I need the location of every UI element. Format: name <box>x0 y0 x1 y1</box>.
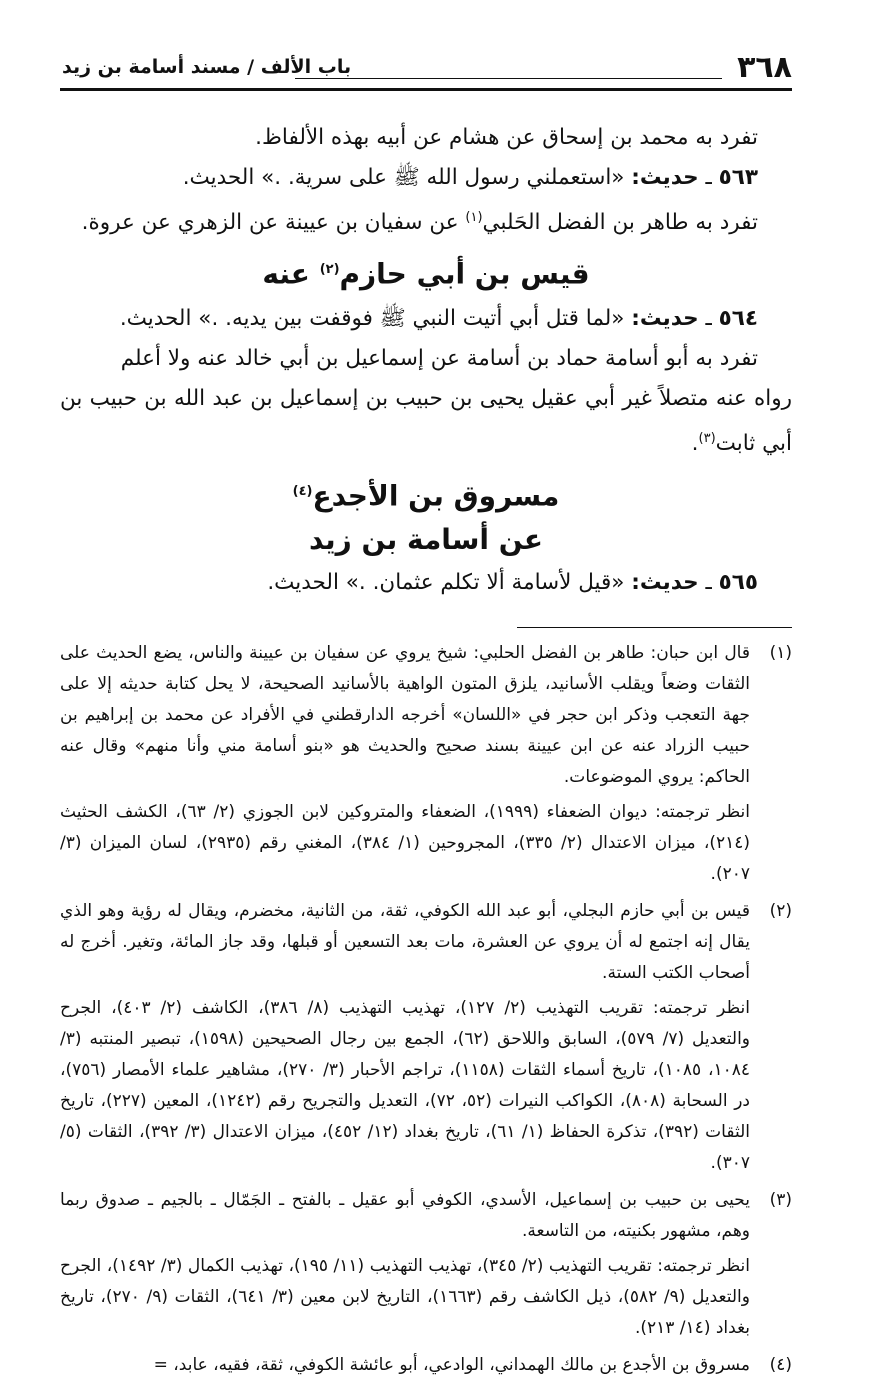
footnote-body <box>60 1350 750 1385</box>
paragraph-3-rest <box>60 379 792 464</box>
footnote-body <box>60 1185 750 1348</box>
hadith-text: «قيل لأسامة ألا تكلم عثمان. .» الحديث. <box>267 569 632 595</box>
header-rule-thin <box>295 78 722 79</box>
hadith-text: «استعملني رسول الله ﷺ على سرية. .» الحديث. <box>182 165 632 190</box>
section-heading-masruq <box>60 471 792 517</box>
footnote-3 <box>60 1185 792 1348</box>
footnote-2 <box>60 896 792 1183</box>
footnote-ref-1: (١) <box>465 210 483 225</box>
running-title: باب الألف / مسند أسامة بن زيد <box>62 56 352 78</box>
section-heading-masruq-line2: عن أسامة بن زيد <box>308 522 544 556</box>
hadith-number: ٥٦٤ <box>718 306 758 332</box>
paragraph-2-text: تفرد به طاهر بن الفضل الحَلبي <box>482 210 758 236</box>
footnote-separator <box>517 627 792 628</box>
footnote-4 <box>60 1350 792 1385</box>
paragraph-1: تفرد به محمد بن إسحاق عن هشام عن أبيه بهذه الألفاظ. <box>255 125 758 150</box>
footnote-paragraph: انظر ترجمته: ديوان الضعفاء (١٩٩٩)، الضعفاء والمتروكين لابن الجوزي (٢/ ٦٣)، الكشف الحثيث (٢١٤)، ميزان الاعتدال (٢/ ٣٣٥)، المجروحين (١/ ٣٨٤)، المغني رقم (٢٩٣٥)، لسان الميزان (٣/ ٢٠٧). <box>60 801 750 884</box>
hadith-dash: ـ <box>698 569 719 595</box>
footnotes <box>60 638 792 1385</box>
header-rule-thick <box>60 88 792 91</box>
footnote-number: (٣) <box>769 1189 792 1210</box>
heading-text: قيس بن أبي حازم <box>339 257 590 291</box>
hadith-565 <box>60 563 792 603</box>
main-text <box>60 118 792 603</box>
footnote-paragraph: انظر ترجمته: تقريب التهذيب (٢/ ٣٤٥)، تهذيب التهذيب (١١/ ١٩٥)، تهذيب الكمال (٣/ ١٤٩٢)، الجرح والتعديل (٩/ ٥٨٢)، ذيل الكاشف رقم (١٦٦٣)، التاريخ لابن معين (٣/ ٦٤١)، الثقات (٩/ ٢٧٠)، تاريخ بغداد (١٤/ ٢١٣). <box>60 1255 750 1338</box>
footnote-number: (١) <box>769 642 792 663</box>
footnote-ref-2: (٢) <box>319 262 340 278</box>
hadith-564 <box>60 299 792 339</box>
footnote-paragraph: قيس بن أبي حازم البجلي، أبو عبد الله الكوفي، ثقة، من الثانية، مخضرم، ويقال له رؤية وهو الذي يقال إنه اجتمع له أن يروي عن العشرة، مات بعد التسعين أو قبلها، وقد جاز المائة، وتغير. أخرج له أصحاب الكتب الستة. <box>60 900 750 983</box>
footnote-body <box>60 896 750 1183</box>
paragraph-3-text: رواه عنه متصلاً غير أبي عقيل يحيى بن حبيب بن إسماعيل بن عبد الله بن حبيب بن أبي ثابت <box>60 386 792 457</box>
paragraph-2 <box>60 198 792 243</box>
section-heading-qays <box>60 249 792 295</box>
footnote-ref-3: (٣) <box>698 431 716 447</box>
hadith-number: ٥٦٥ <box>718 569 758 595</box>
book-page <box>60 48 792 1387</box>
paragraph-3-first-line: تفرد به أبو أسامة حماد بن أسامة عن إسماعيل بن أبي خالد عنه ولا أعلم <box>120 346 758 372</box>
hadith-text: «لما قتل أبي أتيت النبي ﷺ فوقفت بين يديه. .» الحديث. <box>119 306 632 332</box>
footnote-paragraph: مسروق بن الأجدع بن مالك الهمداني، الوادعي، أبو عائشة الكوفي، ثقة، فقيه، عابد، = <box>153 1354 750 1375</box>
heading-text-end: عنه <box>262 257 320 291</box>
heading-text: مسروق بن الأجدع <box>312 478 560 512</box>
hadith-tag: حديث: <box>631 306 699 332</box>
hadith-tag: حديث: <box>631 165 699 190</box>
footnote-paragraph: انظر ترجمته: تقريب التهذيب (٢/ ١٢٧)، تهذيب التهذيب (٨/ ٣٨٦)، الكاشف (٢/ ٤٠٣)، الجرح والتعديل (٧/ ٥٧٩)، السابق واللاحق (٦٢)، الجمع بين رجال الصحيحين (١٥٩٨)، تبصير المنتبه (٣/ ١٠٨٤، ١٠٨٥)، تاريخ أسماء الثقات (١١٥٨)، تراجم الأحبار (٣/ ٢٧٠)، مشاهير علماء الأمصار (٧٥٦)، در السحابة (٨٠٨)، الكواكب النيرات (٥٢، ٧٢)، التعديل والتجريح رقم (١٢٤٢)، المعين (٢٢٧)، تاريخ الثقات (٣٩٢)، تذكرة الحفاظ (١/ ٦١)، تاريخ بغداد (١٢/ ٤٥٢)، ميزان الاعتدال (٣/ ٣٩٢)، الثقات (٥/ ٣٠٧). <box>60 997 751 1173</box>
footnote-paragraph: يحيى بن حبيب بن إسماعيل، الأسدي، الكوفي أبو عقيل ـ بالفتح ـ الجَمّال ـ بالجيم ـ صدوق ربما وهم، مشهور بكنيته، من التاسعة. <box>60 1189 750 1241</box>
paragraph-3-end: . <box>691 431 699 457</box>
footnote-1 <box>60 638 792 894</box>
hadith-number: ٥٦٣ <box>718 165 758 190</box>
footnote-number: (٤) <box>769 1354 792 1375</box>
footnote-number: (٢) <box>769 900 792 921</box>
footnote-paragraph: قال ابن حبان: طاهر بن الفضل الحلبي: شيخ يروي عن سفيان بن عيينة والناس، يضع الحديث على الثقات وضعاً ويقلب الأسانيد، يلزق المتون الواهية بالأسانيد الصحيحة، لا يحل كتابة حديثه إلا على جهة التعجب وذكر ابن حجر في «اللسان» أخرجه الدارقطني في الأفراد عن محمد بن إبراهيم بن حبيب الزراد عنه عن ابن عيينة بسند صحيح والحديث هو «بنو أسامة مني وأنا منهم» وقال عنه الحاكم: يروي الموضوعات. <box>60 642 750 787</box>
hadith-tag: حديث: <box>631 569 699 595</box>
running-header <box>60 48 792 92</box>
paragraph-2-text-end: عن سفيان بن عيينة عن الزهري عن عروة. <box>81 210 466 236</box>
page-number: ٣٦٨ <box>737 50 792 85</box>
hadith-563 <box>60 158 792 198</box>
hadith-dash: ـ <box>698 306 719 332</box>
hadith-dash: ـ <box>698 165 719 190</box>
footnote-ref-4: (٤) <box>292 483 313 499</box>
footnote-body <box>60 638 750 894</box>
